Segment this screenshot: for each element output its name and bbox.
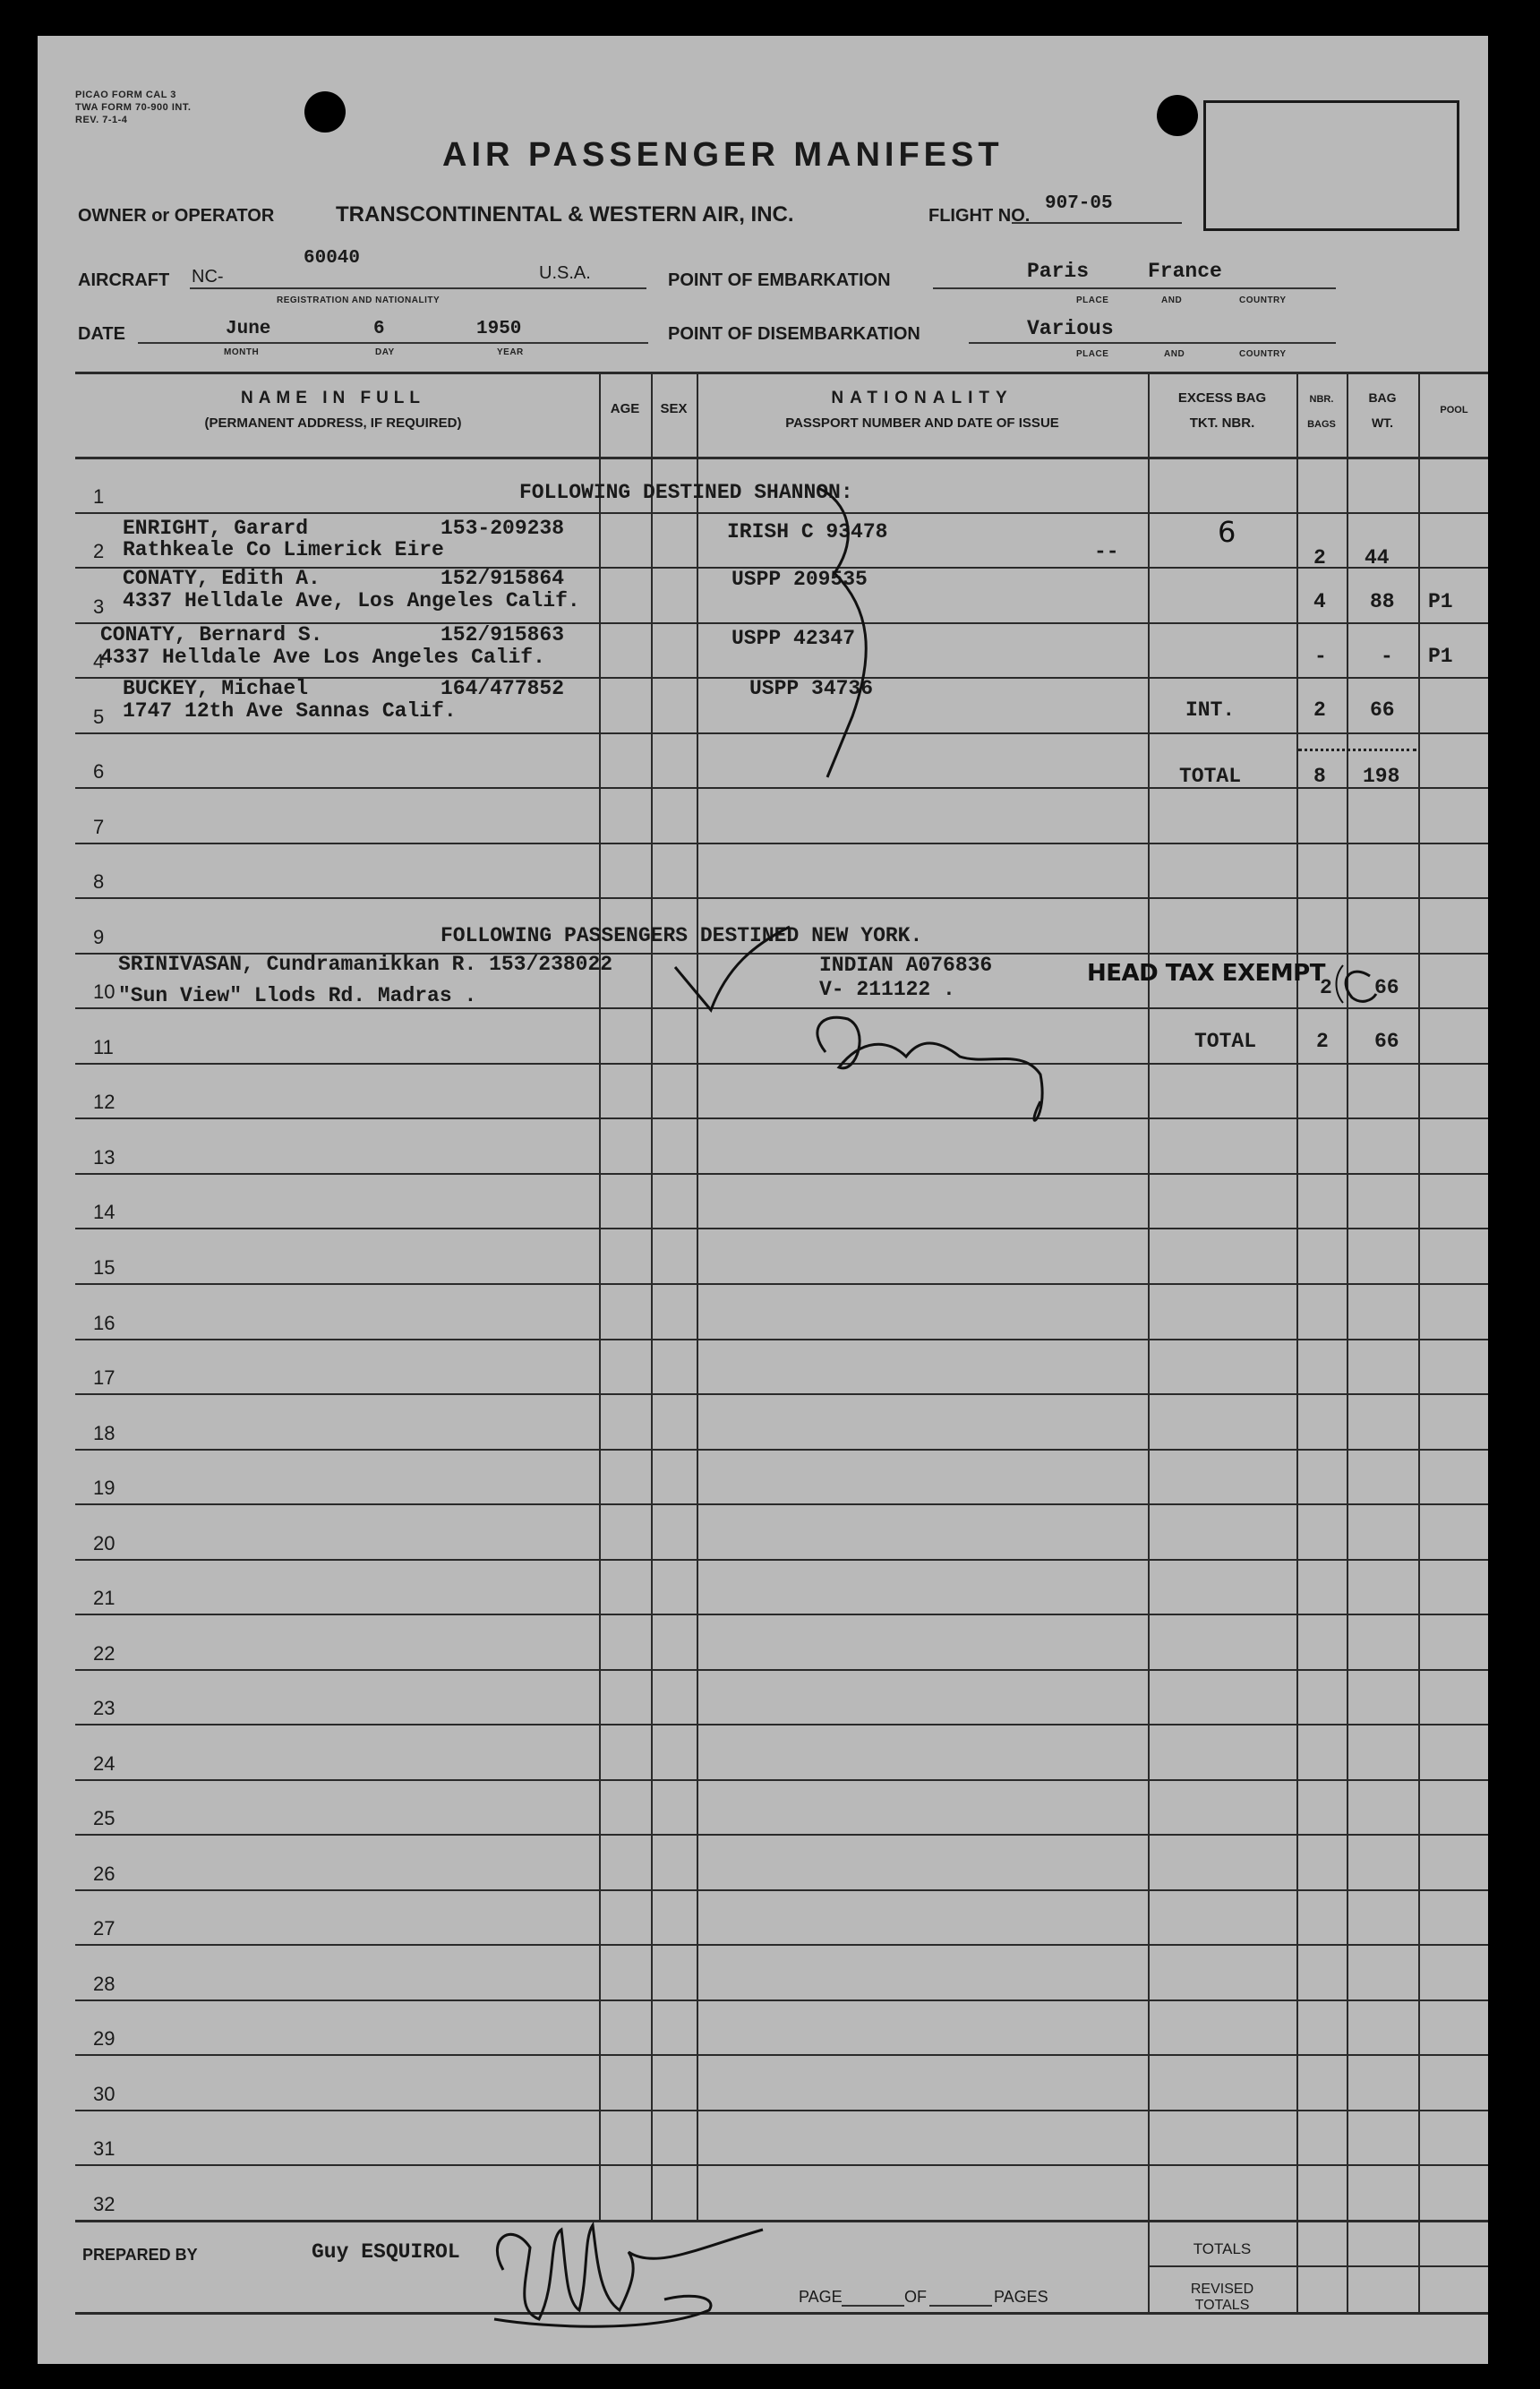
embarkation-place: Paris [1027, 260, 1090, 283]
check-mark [675, 927, 790, 1010]
total-1-weight: 198 [1363, 765, 1400, 788]
p4-ticket: 164/477852 [441, 677, 565, 700]
place-caption: PLACE [1076, 295, 1109, 305]
p5-address: "Sun View" Llods Rd. Madras . [118, 984, 477, 1007]
prepared-by-name: Guy ESQUIROL [312, 2240, 460, 2264]
shannon-heading: FOLLOWING DESTINED SHANNON: [519, 481, 853, 504]
manifest-page [38, 36, 1488, 2364]
row-number: 21 [93, 1587, 116, 1609]
p4-weight: 66 [1370, 698, 1395, 722]
head-tax-bracket [1337, 965, 1344, 1003]
disembarkation-label: POINT OF DISEMBARKATION [668, 324, 920, 344]
row-number: 11 [93, 1036, 114, 1058]
disembarkation-place: Various [1027, 317, 1114, 340]
header-nationality: NATIONALITY [831, 389, 1014, 407]
row-number: 8 [93, 870, 105, 893]
place-caption-2: PLACE [1076, 349, 1109, 359]
row-number: 25 [93, 1807, 116, 1829]
date-label: DATE [78, 324, 125, 344]
row-number: 23 [93, 1697, 116, 1719]
p5-weight: 66 [1374, 976, 1399, 999]
row-number: 32 [93, 2193, 116, 2215]
row-number: 24 [93, 1752, 116, 1775]
row-number: 16 [93, 1312, 116, 1334]
row-number: 31 [93, 2137, 116, 2160]
p2-name: CONATY, Edith A. [123, 567, 321, 590]
header-sex: SEX [660, 401, 688, 416]
country-caption-2: COUNTRY [1239, 349, 1287, 359]
row-number: 2 [93, 540, 105, 562]
header-bag-1: BAG [1368, 390, 1397, 405]
p4-passport: USPP 34736 [749, 677, 874, 700]
aircraft-registration: 60040 [304, 248, 361, 269]
header-excess-1: EXCESS BAG [1177, 390, 1267, 406]
operator-name: TRANSCONTINENTAL & WESTERN AIR, INC. [336, 202, 794, 227]
day-caption: DAY [375, 347, 395, 357]
header-nbr-2: BAGS [1307, 419, 1336, 430]
date-year: 1950 [476, 319, 522, 339]
p2-weight: 88 [1370, 590, 1395, 613]
p3-name: CONATY, Bernard S. [100, 623, 323, 646]
row-number: 28 [93, 1973, 116, 1995]
p1-passport: IRISH C 93478 [727, 520, 888, 544]
row-number: 13 [93, 1146, 116, 1169]
p3-passport: USPP 42347 [732, 627, 856, 650]
p5-name: SRINIVASAN, Cundramanikkan R. 153/238022 [118, 953, 613, 976]
of-label: OF [904, 2288, 927, 2306]
prepared-by-label: PREPARED BY [82, 2246, 198, 2264]
total-2-weight: 66 [1374, 1030, 1399, 1053]
row-number: 22 [93, 1642, 116, 1665]
flight-label: FLIGHT NO. [928, 206, 1031, 226]
signature [476, 2185, 772, 2337]
date-day: 6 [373, 319, 385, 339]
row-number: 14 [93, 1201, 116, 1223]
p2-ticket: 152/915864 [441, 567, 565, 590]
p1-excess: 6 [1218, 515, 1236, 549]
p1-name: ENRIGHT, Garard [123, 517, 309, 540]
row-number: 20 [93, 1532, 116, 1554]
revised-totals-label-2: TOTALS [1194, 2298, 1250, 2313]
p2-pool: P1 [1428, 590, 1453, 613]
header-excess-2: TKT. NBR. [1189, 415, 1255, 431]
row-number: 19 [93, 1477, 116, 1499]
p1-weight: 44 [1365, 546, 1390, 569]
form-code-2: TWA FORM 70-900 INT. [75, 102, 192, 113]
totals-footer-label: TOTALS [1193, 2240, 1252, 2257]
total-2-label: TOTAL [1194, 1030, 1257, 1053]
head-tax-c-mark [1346, 972, 1376, 1001]
p1-ticket: 153-209238 [441, 517, 565, 540]
row-number: 29 [93, 2027, 116, 2050]
row-number: 12 [93, 1091, 116, 1113]
row-number: 6 [93, 760, 105, 783]
p4-address: 1747 12th Ave Sannas Calif. [123, 699, 457, 723]
form-code-1: PICAO FORM CAL 3 [75, 90, 176, 100]
p2-passport: USPP 209535 [732, 568, 868, 591]
header-name-sub: (PERMANENT ADDRESS, IF REQUIRED) [204, 415, 462, 431]
year-caption: YEAR [497, 347, 524, 357]
row-number: 15 [93, 1256, 116, 1279]
row-number: 3 [93, 595, 105, 618]
form-code-3: REV. 7-1-4 [75, 115, 128, 125]
embarkation-country: France [1148, 260, 1222, 283]
p5-passport: INDIAN A076836 [819, 954, 993, 977]
page-title: AIR PASSENGER MANIFEST [442, 136, 1004, 174]
total-1-label: TOTAL [1179, 765, 1242, 788]
page-label: PAGE [799, 2288, 843, 2306]
head-tax-exempt-stamp: HEAD TAX EXEMPT [1087, 960, 1325, 987]
registration-caption: REGISTRATION AND NATIONALITY [277, 295, 441, 305]
p1-bags: 2 [1313, 546, 1326, 569]
p3-ticket: 152/915863 [441, 623, 565, 646]
p4-excess: INT. [1185, 698, 1236, 722]
aircraft-country: U.S.A. [539, 263, 591, 283]
p3-bags: - [1314, 645, 1327, 668]
and-caption: AND [1161, 295, 1183, 305]
row-number: 27 [93, 1917, 116, 1939]
p5-bags: 2 [1320, 976, 1332, 999]
header-nbr-1: NBR. [1309, 394, 1334, 405]
bracket-mark [818, 488, 866, 777]
date-month: June [226, 319, 271, 339]
row-number: 9 [93, 926, 105, 948]
total-1-bags: 8 [1313, 765, 1326, 788]
owner-label: OWNER or OPERATOR [78, 206, 275, 226]
aircraft-prefix: NC- [192, 267, 224, 287]
total-2-bags: 2 [1316, 1030, 1329, 1053]
header-pool: POOL [1440, 405, 1468, 415]
aircraft-label: AIRCRAFT [78, 270, 170, 290]
p4-name: BUCKEY, Michael [123, 677, 309, 700]
header-age: AGE [610, 401, 640, 416]
row-number: 26 [93, 1862, 116, 1885]
row-number: 17 [93, 1366, 116, 1389]
row-number: 30 [93, 2083, 116, 2105]
initials-mark [817, 1017, 1042, 1120]
p2-address: 4337 Helldale Ave, Los Angeles Calif. [123, 589, 580, 612]
p1-address: Rathkeale Co Limerick Eire [123, 538, 444, 561]
p5-visa: V- 211122 . [819, 978, 955, 1001]
row-number: 1 [93, 485, 105, 508]
month-caption: MONTH [224, 347, 260, 357]
revised-totals-label-1: REVISED [1190, 2282, 1254, 2297]
header-name: NAME IN FULL [240, 389, 426, 407]
p3-pool: P1 [1428, 645, 1453, 668]
p2-bags: 4 [1313, 590, 1326, 613]
country-caption: COUNTRY [1239, 295, 1287, 305]
newyork-heading: FOLLOWING PASSENGERS DESTINED NEW YORK. [441, 924, 923, 947]
header-nationality-sub: PASSPORT NUMBER AND DATE OF ISSUE [785, 415, 1059, 431]
p3-weight: - [1381, 645, 1393, 668]
row-number: 7 [93, 816, 105, 838]
embarkation-label: POINT OF EMBARKATION [668, 270, 891, 290]
p4-bags: 2 [1313, 698, 1326, 722]
flight-number: 907-05 [1045, 193, 1113, 214]
row-number: 4 [93, 650, 105, 672]
header-bag-2: WT. [1371, 415, 1394, 430]
row-number: 10 [93, 980, 116, 1003]
pages-label: PAGES [994, 2288, 1048, 2306]
p3-address: 4337 Helldale Ave Los Angeles Calif. [100, 646, 545, 669]
and-caption-2: AND [1164, 349, 1185, 359]
row-number: 5 [93, 706, 105, 728]
handwritten-marks [38, 36, 1488, 2364]
row-number: 18 [93, 1422, 116, 1444]
p1-dash: -- [1094, 540, 1119, 563]
